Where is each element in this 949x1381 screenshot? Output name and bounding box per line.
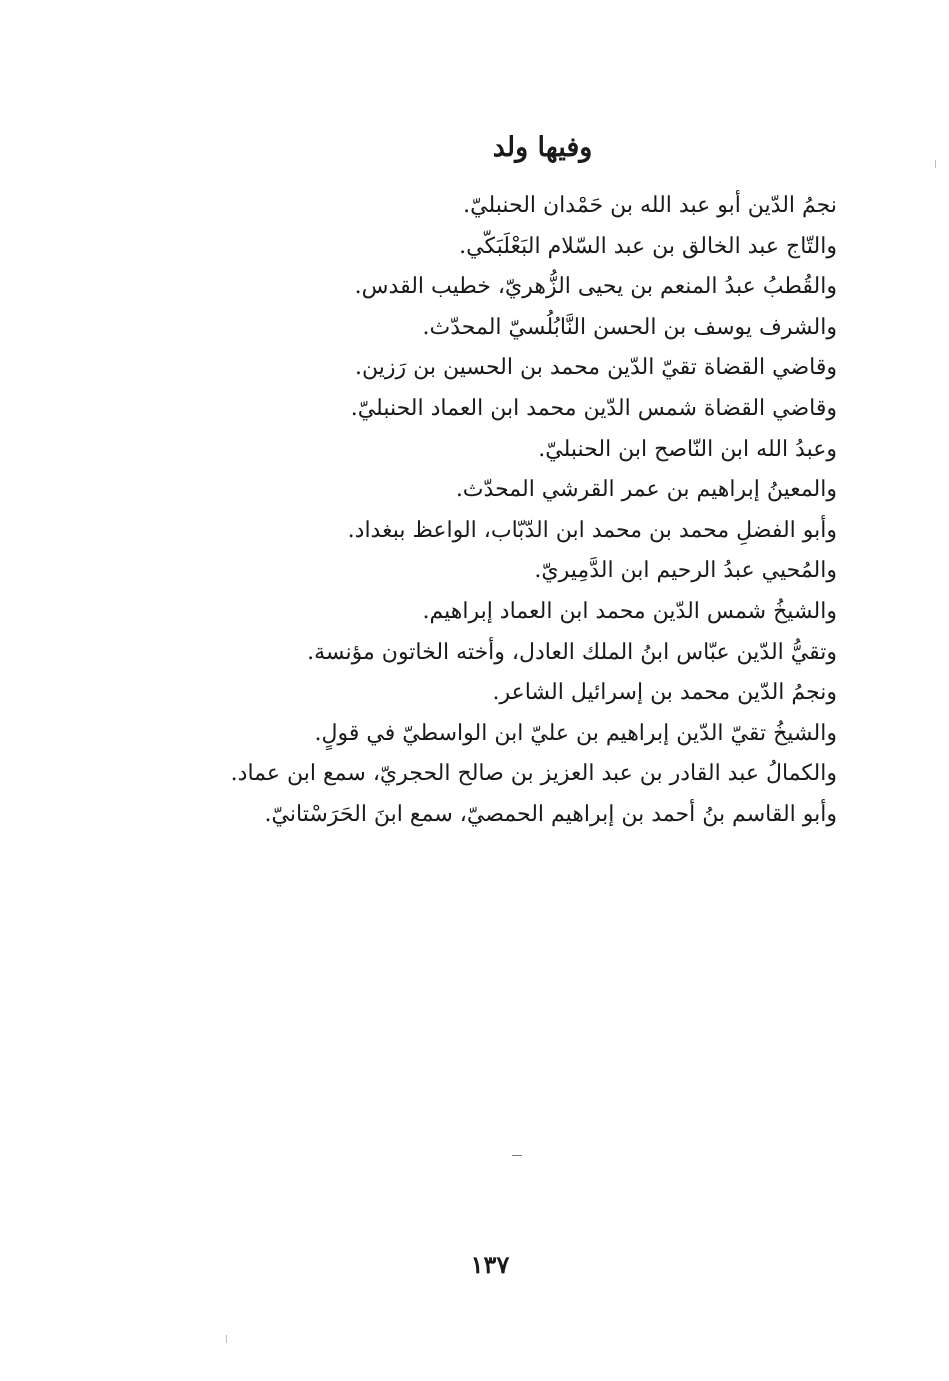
- list-item: وأبو الفضلِ محمد بن محمد ابن الدّبّاب، الواعظ ببغداد.: [347, 517, 837, 543]
- list-item: وقاضي القضاة شمس الدّين محمد ابن العماد الحنبليّ.: [350, 395, 837, 421]
- list-item: والشيخُ تقيّ الدّين إبراهيم بن عليّ ابن الواسطيّ في قولٍ.: [314, 720, 837, 746]
- list-item: نجمُ الدّين أبو عبد الله بن حَمْدان الحنبليّ.: [463, 193, 837, 218]
- list-item: وعبدُ الله ابن النّاصح ابن الحنبليّ.: [538, 436, 837, 462]
- list-item: ونجمُ الدّين محمد بن إسرائيل الشاعر.: [492, 680, 837, 706]
- list-item: وقاضي القضاة تقيّ الدّين محمد بن الحسين بن رَزين.: [354, 355, 837, 381]
- list-item: والمُحيي عبدُ الرحيم ابن الدَّمِيريّ.: [534, 558, 837, 584]
- list-item: والقُطبُ عبدُ المنعم بن يحيى الزُّهريّ، خطيب القدس.: [354, 274, 837, 300]
- list-item: وتقيُّ الدّين عبّاس ابنُ الملك العادل، وأخته الخاتون مؤنسة.: [307, 639, 837, 665]
- list-item: والشيخُ شمس الدّين محمد ابن العماد إبراهيم.: [422, 598, 837, 624]
- section-heading: وفيها ولد: [492, 132, 593, 163]
- list-item: والمعينُ إبراهيم بن عمر القرشي المحدّث.: [455, 477, 837, 503]
- scan-mark: [226, 1335, 227, 1343]
- scan-mark: [935, 160, 936, 168]
- births-list: [97, 186, 837, 836]
- list-item: والتّاج عبد الخالق بن عبد السّلام البَعْلَبَكّي.: [459, 233, 837, 259]
- divider-mark: [512, 1155, 522, 1156]
- list-item: وأبو القاسم بنُ أحمد بن إبراهيم الحمصيّ، سمع ابنَ الحَرَسْتانيّ.: [264, 801, 837, 827]
- list-item: والشرف يوسف بن الحسن النَّابُلُسيّ المحدّث.: [422, 314, 837, 340]
- page-number: ١٣٧: [470, 1250, 510, 1279]
- list-item: والكمالُ عبد القادر بن عبد العزيز بن صالح الحجريّ، سمع ابن عماد.: [230, 761, 837, 787]
